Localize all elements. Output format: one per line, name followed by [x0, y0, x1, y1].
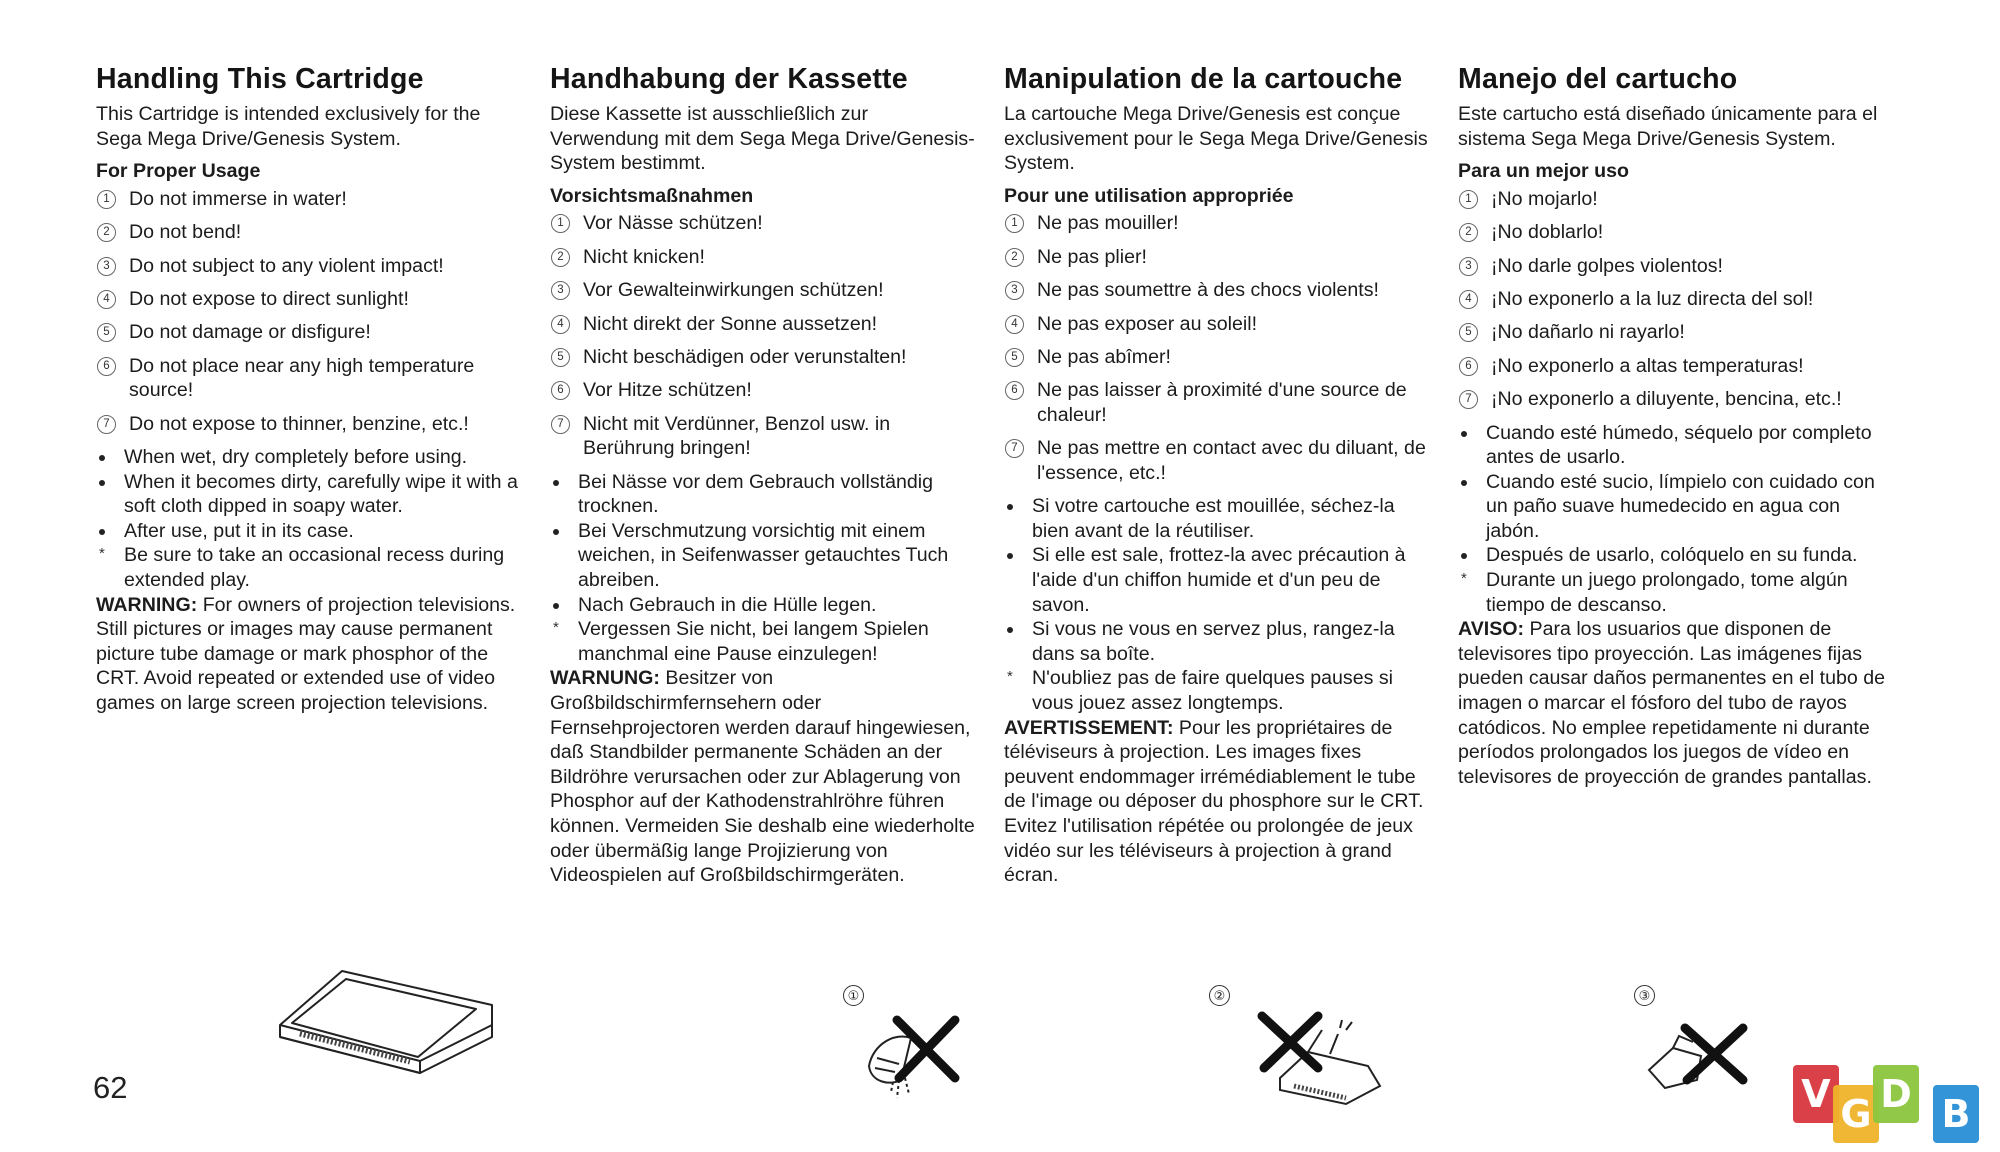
- care-item: When it becomes dirty, carefully wipe it with a soft cloth dipped in soapy water.: [96, 470, 526, 519]
- column-german: [550, 62, 980, 888]
- illustration-number: ②: [1209, 985, 1230, 1006]
- precaution-list: [550, 211, 980, 461]
- illustration-number: ③: [1634, 985, 1655, 1006]
- care-item: Si votre cartouche est mouillée, séchez-la bien avant de la réutiliser.: [1004, 494, 1434, 543]
- warning-paragraph: AVISO: Para los usuarios que disponen de televisores tipo proyección. Las imágenes fijas pueden causar daños permanentes en el tubo de imagen o marcar el fósforo del tubo de rayos catódicos. No emplee repetidamente ni durante períodos prolongados los juegos de vídeo en televisores de proyección de grandes pantallas.: [1458, 618, 1886, 788]
- precaution-item: 6 Do not place near any high temperature source!: [96, 354, 526, 403]
- care-list: [550, 470, 980, 618]
- precaution-item: 1 ¡No mojarlo!: [1458, 187, 1888, 212]
- logo-letter: G: [1833, 1085, 1879, 1143]
- precaution-item: 6 Vor Hitze schützen!: [550, 378, 980, 403]
- precaution-item: 2 ¡No doblarlo!: [1458, 220, 1888, 245]
- precaution-item: 4 Ne pas exposer au soleil!: [1004, 312, 1434, 337]
- precaution-item: 7 Ne pas mettre en contact avec du diluant, de l'essence, etc.!: [1004, 436, 1434, 485]
- precaution-item: 1 Vor Nässe schützen!: [550, 211, 980, 236]
- step-number-icon: 3: [1005, 281, 1024, 300]
- step-number-icon: 4: [551, 315, 570, 334]
- precaution-item: 5 Ne pas abîmer!: [1004, 345, 1434, 370]
- precaution-item: 2 Ne pas plier!: [1004, 245, 1434, 270]
- logo-letter: D: [1873, 1065, 1919, 1123]
- care-item: Bei Nässe vor dem Gebrauch vollständig trocknen.: [550, 470, 980, 519]
- precaution-item: 5 Nicht beschädigen oder verunstalten!: [550, 345, 980, 370]
- step-number-icon: 4: [97, 290, 116, 309]
- precaution-list: [1004, 211, 1434, 485]
- precaution-item: 5 Do not damage or disfigure!: [96, 320, 526, 345]
- step-number-icon: 3: [551, 281, 570, 300]
- step-number-icon: 4: [1005, 315, 1024, 334]
- warning-label: WARNUNG:: [550, 667, 660, 690]
- step-number-icon: 2: [97, 223, 116, 242]
- step-number-icon: 2: [551, 248, 570, 267]
- precaution-item: 4 Nicht direkt der Sonne aussetzen!: [550, 312, 980, 337]
- precaution-item: 7 Do not expose to thinner, benzine, etc.!: [96, 412, 526, 437]
- subtitle: Vorsichtsmaßnahmen: [550, 184, 754, 207]
- care-item: Si vous ne vous en servez plus, rangez-la dans sa boîte.: [1004, 617, 1434, 666]
- step-number-icon: 2: [1005, 248, 1024, 267]
- step-number-icon: 6: [1459, 357, 1478, 376]
- precaution-item: 3 ¡No darle golpes violentos!: [1458, 254, 1888, 279]
- precaution-item: 4 ¡No exponerlo a la luz directa del sol!: [1458, 287, 1888, 312]
- column-spanish: [1458, 62, 1888, 789]
- step-number-icon: 7: [1459, 390, 1478, 409]
- step-number-icon: 1: [97, 190, 116, 209]
- asterisk-icon: *: [1461, 570, 1467, 588]
- column-french: [1004, 62, 1434, 888]
- section-title: Handling This Cartridge: [96, 63, 424, 95]
- impact-warning-illustration: [1645, 1020, 1765, 1100]
- precaution-item: 1 Ne pas mouiller!: [1004, 211, 1434, 236]
- column-english: [96, 62, 526, 716]
- care-list: [1458, 421, 1888, 569]
- section-title: Handhabung der Kassette: [550, 63, 908, 95]
- cartridge-illustration: [270, 965, 500, 1080]
- precaution-item: 7 ¡No exponerlo a diluyente, bencina, etc.!: [1458, 387, 1888, 412]
- section-title: Manipulation de la cartouche: [1004, 63, 1403, 95]
- subtitle: For Proper Usage: [96, 160, 261, 183]
- warning-paragraph: WARNING: For owners of projection televisions. Still pictures or images may cause permanent picture tube damage or mark phosphor of the CRT. Avoid repeated or extended use of video games on large screen projection televisions.: [96, 593, 516, 715]
- rest-note: * Be sure to take an occasional recess during extended play.: [99, 544, 505, 592]
- care-item: Nach Gebrauch in die Hülle legen.: [550, 593, 980, 618]
- care-item: Cuando esté sucio, límpielo con cuidado con un paño suave humedecido en agua con jabón.: [1458, 470, 1888, 544]
- step-number-icon: 5: [1459, 323, 1478, 342]
- step-number-icon: 7: [551, 415, 570, 434]
- cross-icon: [897, 1020, 955, 1078]
- care-item: Cuando esté húmedo, séquelo por completo antes de usarlo.: [1458, 421, 1888, 470]
- intro-text: Este cartucho está diseñado únicamente para el sistema Sega Mega Drive/Genesis System.: [1458, 103, 1878, 150]
- precaution-item: 4 Do not expose to direct sunlight!: [96, 287, 526, 312]
- page-number: 62: [93, 1070, 128, 1105]
- step-number-icon: 5: [1005, 348, 1024, 367]
- care-list: [96, 445, 526, 543]
- asterisk-icon: *: [553, 619, 559, 637]
- warning-paragraph: WARNUNG: Besitzer von Großbildschirmfernsehern oder Fernsehprojectoren werden darauf hingewiesen, daß Standbilder permanente Schäden an der Bildröhre verursachen oder zur Ablagerung von Phosphor auf der Kathodenstrahlröhre führen können. Vermeiden Sie deshalb eine wiederholte oder übermäßig lange Projizierung von Videospielen auf Großbildschirmgeräten.: [550, 667, 975, 887]
- subtitle: Pour une utilisation appropriée: [1004, 184, 1294, 207]
- step-number-icon: 4: [1459, 290, 1478, 309]
- care-item: Después de usarlo, colóquelo en su funda.: [1458, 543, 1888, 568]
- section-title: Manejo del cartucho: [1458, 63, 1738, 95]
- precaution-item: 3 Vor Gewalteinwirkungen schützen!: [550, 278, 980, 303]
- precaution-item: 1 Do not immerse in water!: [96, 187, 526, 212]
- precaution-item: 2 Do not bend!: [96, 220, 526, 245]
- precaution-item: 3 Ne pas soumettre à des chocs violents!: [1004, 278, 1434, 303]
- step-number-icon: 1: [1005, 214, 1024, 233]
- step-number-icon: 3: [1459, 257, 1478, 276]
- step-number-icon: 6: [551, 381, 570, 400]
- asterisk-icon: *: [99, 545, 105, 563]
- warning-label: AVISO:: [1458, 618, 1525, 641]
- step-number-icon: 1: [551, 214, 570, 233]
- subtitle: Para un mejor uso: [1458, 160, 1629, 183]
- rest-note: * Vergessen Sie nicht, bei langem Spielen manchmal eine Pause einzulegen!: [553, 618, 929, 665]
- intro-text: This Cartridge is intended exclusively for the Sega Mega Drive/Genesis System.: [96, 103, 481, 150]
- cross-icon: [1262, 1016, 1318, 1068]
- rest-note: * Durante un juego prolongado, tome algún tiempo de descanso.: [1461, 569, 1848, 616]
- precaution-item: 7 Nicht mit Verdünner, Benzol usw. in Berührung bringen!: [550, 412, 980, 461]
- precaution-item: 2 Nicht knicken!: [550, 245, 980, 270]
- illustration-number: ①: [843, 985, 864, 1006]
- warning-paragraph: AVERTISSEMENT: Pour les propriétaires de téléviseurs à projection. Les images fixes peuvent endommager irrémédiablement le tube de l'image ou déposer du phosphore sur le CRT. Evitez l'utilisation répétée ou prolongée de jeux vidéo sur les téléviseurs à projection à grand écran.: [1004, 716, 1424, 887]
- care-item: Bei Verschmutzung vorsichtig mit einem weichen, in Seifenwasser getauchtes Tuch abreiben.: [550, 519, 980, 593]
- step-number-icon: 7: [97, 415, 116, 434]
- care-list: [1004, 494, 1434, 666]
- step-number-icon: 2: [1459, 223, 1478, 242]
- rest-note: * N'oubliez pas de faire quelques pauses si vous jouez assez longtemps.: [1007, 667, 1394, 715]
- logo-letter: V: [1793, 1065, 1839, 1123]
- logo-letter: B: [1933, 1085, 1979, 1143]
- precaution-item: 6 ¡No exponerlo a altas temperaturas!: [1458, 354, 1888, 379]
- intro-text: La cartouche Mega Drive/Genesis est conçue exclusivement pour le Sega Mega Drive/Genesis System.: [1004, 103, 1428, 175]
- care-item: When wet, dry completely before using.: [96, 445, 526, 470]
- intro-text: Diese Kassette ist ausschließlich zur Verwendung mit dem Sega Mega Drive/Genesis-System bestimmt.: [550, 103, 975, 175]
- step-number-icon: 1: [1459, 190, 1478, 209]
- step-number-icon: 6: [1005, 381, 1024, 400]
- step-number-icon: 5: [97, 323, 116, 342]
- precaution-list: [96, 187, 526, 437]
- water-warning-illustration: [855, 1008, 975, 1108]
- warning-label: WARNING:: [96, 593, 198, 616]
- warning-label: AVERTISSEMENT:: [1004, 716, 1174, 739]
- step-number-icon: 6: [97, 357, 116, 376]
- precaution-item: 3 Do not subject to any violent impact!: [96, 254, 526, 279]
- asterisk-icon: *: [1007, 668, 1013, 686]
- precaution-item: 6 Ne pas laisser à proximité d'une source de chaleur!: [1004, 378, 1434, 427]
- step-number-icon: 3: [97, 257, 116, 276]
- care-item: After use, put it in its case.: [96, 519, 526, 544]
- precaution-item: 5 ¡No dañarlo ni rayarlo!: [1458, 320, 1888, 345]
- care-item: Si elle est sale, frottez-la avec précaution à l'aide d'un chiffon humide et d'un peu de savon.: [1004, 543, 1434, 617]
- precaution-list: [1458, 187, 1888, 412]
- step-number-icon: 5: [551, 348, 570, 367]
- bend-warning-illustration: [1250, 1008, 1390, 1108]
- step-number-icon: 7: [1005, 439, 1024, 458]
